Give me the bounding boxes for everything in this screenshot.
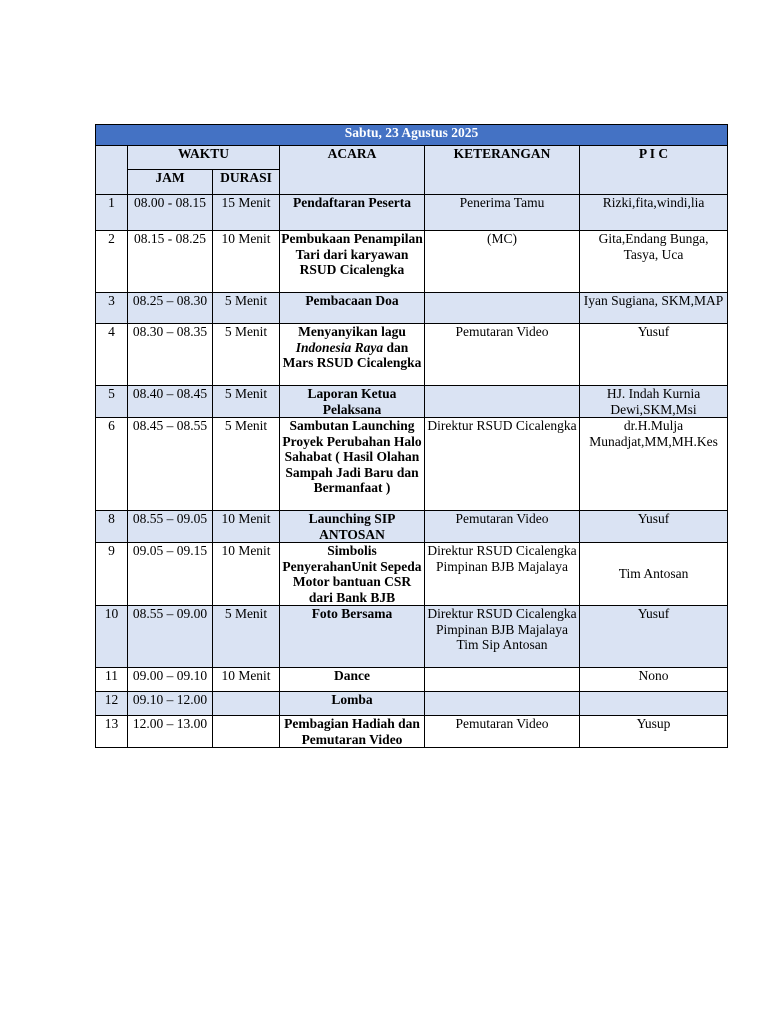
row-number: 11 [96,668,128,692]
row-jam: 08.40 – 08.45 [128,386,213,418]
schedule-table [95,124,728,748]
row-jam: 08.45 – 08.55 [128,418,213,511]
row-jam: 09.00 – 09.10 [128,668,213,692]
row-keterangan [425,668,580,692]
row-acara: Dance [280,668,425,692]
keterangan-line: Direktur RSUD Cicalengka [427,606,577,621]
row-jam: 12.00 – 13.00 [128,716,213,748]
row-durasi: 5 Menit [213,386,280,418]
row-pic: Yusuf [580,324,728,386]
keterangan-line: Pimpinan BJB Majalaya [436,621,568,637]
row-durasi: 15 Menit [213,195,280,231]
row-acara: Launching SIP ANTOSAN [280,511,425,543]
row-durasi: 10 Menit [213,543,280,606]
row-keterangan: (MC) [425,231,580,293]
keterangan-line: Tim Sip Antosan [456,637,548,652]
table-row [96,324,728,386]
row-jam: 08.00 - 08.15 [128,195,213,231]
row-jam: 08.55 – 09.05 [128,511,213,543]
keterangan-line: Direktur RSUD Cicalengka [427,543,577,558]
header-pic: P I C [580,146,728,195]
row-number: 9 [96,543,128,606]
header-durasi: DURASI [213,170,280,195]
row-pic: Iyan Sugiana, SKM,MAP [580,293,728,324]
row-pic: HJ. Indah Kurnia Dewi,SKM,Msi [580,386,728,418]
row-acara: Sambutan Launching Proyek Perubahan Halo Sahabat ( Hasil Olahan Sampah Jadi Baru dan Bermanfaat ) [280,418,425,511]
header-no [96,146,128,195]
row-number: 8 [96,511,128,543]
row-pic: Yusuf [580,511,728,543]
row-acara: Pembagian Hadiah dan Pemutaran Video [280,716,425,748]
table-row [96,293,728,324]
row-keterangan [425,606,580,668]
row-keterangan [425,543,580,606]
row-keterangan [425,692,580,716]
table-row [96,386,728,418]
table-row [96,418,728,511]
row-number: 12 [96,692,128,716]
header-keterangan: KETERANGAN [425,146,580,195]
row-pic [580,692,728,716]
table-row [96,668,728,692]
row-number: 3 [96,293,128,324]
table-row [96,195,728,231]
row-acara [280,324,425,386]
header-waktu: WAKTU [128,146,280,170]
row-pic: dr.H.Mulja Munadjat,MM,MH.Kes [580,418,728,511]
row-keterangan: Penerima Tamu [425,195,580,231]
table-row [96,231,728,293]
row-durasi [213,692,280,716]
header-acara: ACARA [280,146,425,195]
table-row [96,543,728,606]
row-keterangan: Direktur RSUD Cicalengka [425,418,580,511]
row-number: 1 [96,195,128,231]
row-durasi [213,716,280,748]
row-acara: Foto Bersama [280,606,425,668]
row-jam: 09.10 – 12.00 [128,692,213,716]
row-pic: Yusup [580,716,728,748]
row-durasi: 5 Menit [213,418,280,511]
row-acara: Pendaftaran Peserta [280,195,425,231]
row-keterangan: Pemutaran Video [425,511,580,543]
row-durasi: 5 Menit [213,293,280,324]
acara-text: dan Mars RSUD Cicalengka [282,339,422,370]
row-durasi: 5 Menit [213,324,280,386]
row-jam: 09.05 – 09.15 [128,543,213,606]
row-keterangan: Pemutaran Video [425,716,580,748]
row-number: 5 [96,386,128,418]
song-title: Indonesia Raya [295,339,384,355]
row-jam: 08.15 - 08.25 [128,231,213,293]
schedule-title: Sabtu, 23 Agustus 2025 [96,125,728,146]
row-pic: Tim Antosan [580,543,728,606]
table-row [96,606,728,668]
row-acara: Pembacaan Doa [280,293,425,324]
acara-text: Menyanyikan lagu [298,324,406,339]
row-number: 2 [96,231,128,293]
row-jam: 08.30 – 08.35 [128,324,213,386]
row-pic: Gita,Endang Bunga, Tasya, Uca [580,231,728,293]
row-acara: Simbolis PenyerahanUnit Sepeda Motor bantuan CSR dari Bank BJB [280,543,425,606]
row-durasi: 10 Menit [213,511,280,543]
row-number: 13 [96,716,128,748]
row-durasi: 10 Menit [213,231,280,293]
row-acara: Laporan Ketua Pelaksana [280,386,425,418]
row-jam: 08.55 – 09.00 [128,606,213,668]
row-pic: Rizki,fita,windi,lia [580,195,728,231]
row-number: 6 [96,418,128,511]
row-keterangan [425,293,580,324]
keterangan-line: Pimpinan BJB Majalaya [436,558,568,574]
row-keterangan: Pemutaran Video [425,324,580,386]
table-row [96,692,728,716]
row-number: 10 [96,606,128,668]
header-jam: JAM [128,170,213,195]
row-durasi: 5 Menit [213,606,280,668]
row-jam: 08.25 – 08.30 [128,293,213,324]
row-pic: Yusuf [580,606,728,668]
row-acara: Lomba [280,692,425,716]
row-durasi: 10 Menit [213,668,280,692]
table-row [96,716,728,748]
row-number: 4 [96,324,128,386]
row-pic: Nono [580,668,728,692]
table-row [96,511,728,543]
row-acara: Pembukaan Penampilan Tari dari karyawan RSUD Cicalengka [280,231,425,293]
row-keterangan [425,386,580,418]
